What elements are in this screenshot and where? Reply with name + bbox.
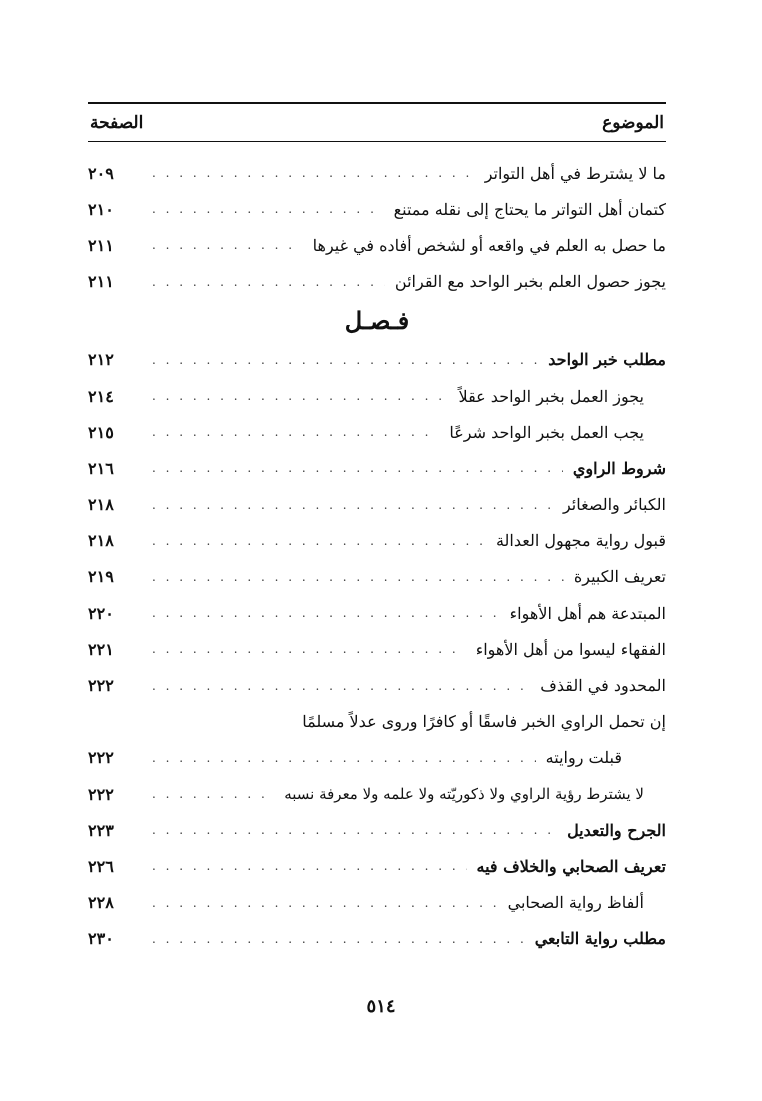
entry-page: ٢١٤: [88, 386, 114, 406]
dot-leader: [152, 275, 385, 289]
entry-title: يجوز حصول العلم بخبر الواحد مع القرائن: [394, 272, 666, 292]
toc-entry: [88, 559, 666, 595]
entry-title: إن تحمل الراوي الخبر فاسقًا أو كافرًا وروى عدلاً مسلمًا: [302, 712, 666, 732]
entry-title: تعريف الصحابي والخلاف فيه: [476, 856, 666, 876]
toc-entry: [88, 740, 666, 776]
entry-title: شروط الراوي: [572, 458, 666, 478]
toc-entry: [88, 378, 666, 414]
toc-entry: [88, 885, 666, 921]
toc-entry: [88, 776, 666, 812]
entry-title: يجوز العمل بخبر الواحد عقلاً: [458, 386, 644, 406]
dot-leader: [152, 570, 564, 584]
entry-title: قبلت روايته: [545, 748, 622, 768]
entry-page: ٢١٠: [88, 199, 114, 219]
entry-page: ٢١١: [88, 235, 114, 255]
topic-column-label: الموضوع: [602, 112, 664, 133]
entry-title: ما حصل به العلم في واقعه أو لشخص أفاده في غيرها: [312, 235, 666, 255]
entry-title: ما لا يشترط في أهل التواتر: [484, 163, 666, 183]
dot-leader: [152, 425, 439, 439]
dot-leader: [152, 166, 475, 180]
entry-page: ٢٢٨: [88, 893, 114, 913]
entry-page: ٢١٥: [88, 422, 114, 442]
entry-page: ٢٠٩: [88, 163, 114, 183]
toc-entry: [88, 487, 666, 523]
entry-page: ٢٢٢: [88, 784, 114, 804]
dot-leader: [152, 389, 449, 403]
entry-page: ٢١٢: [88, 350, 114, 370]
toc-entry: [88, 631, 666, 667]
dot-leader: [152, 823, 557, 837]
entry-title: قبول رواية مجهول العدالة: [495, 531, 666, 551]
toc-entries: [88, 155, 666, 957]
toc-entry: [88, 155, 666, 191]
entry-page: ٢١١: [88, 272, 114, 292]
entry-page: ٢٢٠: [88, 603, 114, 623]
entry-title: الفقهاء ليسوا من أهل الأهواء: [475, 639, 666, 659]
entry-title: مطلب رواية التابعي: [534, 929, 666, 949]
toc-entry: [88, 704, 666, 740]
toc-header: [88, 102, 666, 142]
entry-page: ٢٢١: [88, 639, 114, 659]
dot-leader: [152, 606, 500, 620]
page-column-label: الصفحة: [90, 112, 144, 133]
toc-entry: [88, 921, 666, 957]
entry-page: ٢٢٢: [88, 748, 114, 768]
entry-title: الجرح والتعديل: [567, 820, 666, 840]
dot-leader: [152, 679, 530, 693]
entry-page: ٢١٦: [88, 458, 114, 478]
entry-page: ٢١٨: [88, 495, 114, 515]
dot-leader: [152, 751, 536, 765]
toc-entry: [88, 595, 666, 631]
entry-title: كتمان أهل التواتر ما يحتاج إلى نقله ممتنع: [393, 199, 666, 219]
toc-entry: [88, 812, 666, 848]
dot-leader: [152, 461, 563, 475]
section-heading: فـصـل: [344, 306, 410, 336]
toc-entry: [88, 264, 666, 300]
dot-leader: [152, 642, 466, 656]
entry-title: الكبائر والصغائر: [562, 495, 666, 515]
entry-title: لا يشترط رؤية الراوي ولا ذكوريّته ولا علمه ولا معرفة نسبه: [284, 785, 644, 804]
toc-entry: [88, 191, 666, 227]
entry-title: المبتدعة هم أهل الأهواء: [509, 603, 666, 623]
page-number: ٥١٤: [366, 996, 396, 1017]
dot-leader: [152, 859, 467, 873]
entry-page: ٢١٩: [88, 567, 114, 587]
toc-entry: [88, 227, 666, 263]
dot-leader: [152, 498, 553, 512]
toc-entry: [88, 450, 666, 486]
toc-entry: [88, 342, 666, 378]
entry-page: ٢١٨: [88, 531, 114, 551]
dot-leader: [152, 353, 538, 367]
entry-title: تعريف الكبيرة: [573, 567, 666, 587]
dot-leader: [152, 932, 525, 946]
dot-leader: [152, 787, 274, 801]
toc-entry: [88, 414, 666, 450]
dot-leader: [152, 202, 384, 216]
toc-entry: [88, 667, 666, 703]
entry-title: المحدود في القذف: [540, 676, 666, 696]
dot-leader: [152, 896, 498, 910]
toc-entry: [88, 523, 666, 559]
entry-page: ٢٢٦: [88, 856, 114, 876]
dot-leader: [152, 534, 486, 548]
entry-title: ألفاظ رواية الصحابي: [507, 893, 644, 913]
entry-page: ٢٢٢: [88, 676, 114, 696]
entry-page: ٢٣٠: [88, 929, 114, 949]
toc-entry: [88, 848, 666, 884]
entry-title: مطلب خبر الواحد: [548, 350, 666, 370]
entry-title: يجب العمل بخبر الواحد شرعًا: [449, 422, 644, 442]
dot-leader: [152, 238, 303, 252]
entry-page: ٢٢٣: [88, 820, 114, 840]
